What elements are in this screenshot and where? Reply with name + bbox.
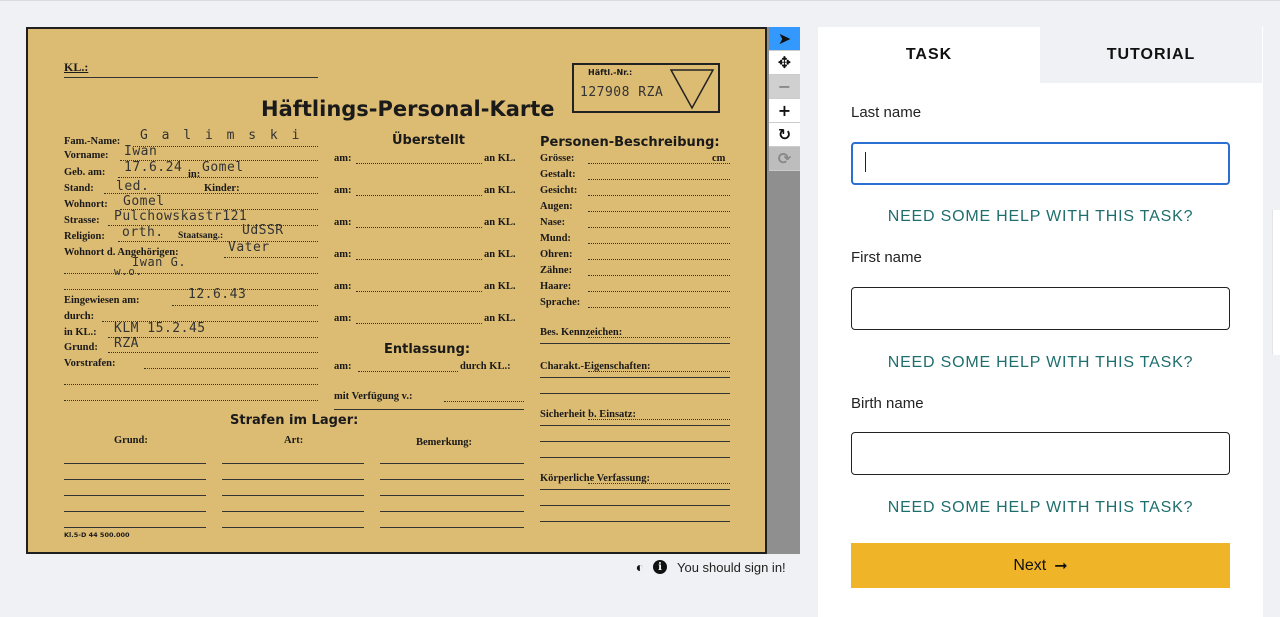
transfer-am-label: am:	[334, 281, 352, 292]
penalty-table-line	[64, 511, 206, 512]
wohnort-angeh-label: Wohnort d. Angehörigen:	[64, 247, 179, 258]
personen-heading: Personen-Beschreibung:	[540, 135, 720, 150]
description-line	[588, 243, 730, 244]
birth-name-input[interactable]	[851, 432, 1230, 475]
prisoner-card-image	[26, 27, 767, 554]
select-tool-icon[interactable]: ➤	[769, 27, 800, 51]
charakt-label: Charakt.-Eigenschaften:	[540, 361, 651, 372]
staatsang-label: Staatsang.:	[178, 231, 224, 241]
strasse-label: Strasse:	[64, 215, 100, 226]
entlassung-am-label: am:	[334, 361, 352, 372]
top-border	[0, 0, 1280, 1]
help-link-first-name[interactable]: NEED SOME HELP WITH THIS TASK?	[887, 354, 1194, 371]
in-kl-label: in KL.:	[64, 327, 97, 338]
in-kl-value: KLM 15.2.45	[114, 321, 206, 336]
angeh-line3: w.o.	[114, 265, 143, 278]
card-title: Häftlings-Personal-Karte	[261, 97, 555, 121]
description-line	[588, 483, 730, 484]
mit-verfuegung-label: mit Verfügung v.:	[334, 391, 413, 402]
sprache-label: Sprache:	[540, 297, 581, 308]
transfer-am-label: am:	[334, 217, 352, 228]
penalty-table-line	[380, 527, 524, 528]
grund-label: Grund:	[64, 342, 98, 353]
geb-value: 17.6.24	[124, 160, 183, 175]
description-line	[540, 377, 730, 378]
penalty-table-line	[222, 511, 364, 512]
help-link-last-name[interactable]: NEED SOME HELP WITH THIS TASK?	[887, 208, 1194, 225]
transfer-line	[356, 227, 482, 228]
cm-unit-label: cm	[712, 153, 726, 164]
ueberstellt-heading: Überstellt	[392, 133, 465, 148]
description-line	[588, 227, 730, 228]
sign-in-notice[interactable]: You should sign in!	[677, 559, 786, 575]
contrast-icon[interactable]: ◐	[635, 559, 645, 575]
ohren-label: Ohren:	[540, 249, 573, 260]
wohnort-label: Wohnort:	[64, 199, 108, 210]
stand-value: led.	[116, 179, 150, 194]
penalty-table-line	[64, 479, 206, 480]
viewer-toolbar	[769, 27, 800, 177]
transfer-an-kl-label: an KL.	[484, 153, 516, 164]
tab-tutorial[interactable]: TUTORIAL	[1040, 27, 1262, 83]
staatsang-value: UdSSR	[242, 223, 284, 238]
description-line	[540, 441, 730, 442]
koerper-label: Körperliche Verfassung:	[540, 473, 650, 484]
vorname-value: Iwan	[124, 144, 158, 159]
description-line	[588, 275, 730, 276]
bes-kennzeichen-label: Bes. Kennzeichen:	[540, 327, 623, 338]
description-line	[588, 307, 730, 308]
prisoner-number-box	[572, 63, 720, 113]
strafen-heading: Strafen im Lager:	[230, 413, 359, 428]
groesse-label: Grösse:	[540, 153, 575, 164]
penalty-table-line	[222, 479, 364, 480]
move-tool-icon[interactable]: ✥	[769, 51, 800, 75]
transfer-an-kl-label: an KL.	[484, 185, 516, 196]
penalty-table-line	[222, 527, 364, 528]
description-line	[540, 489, 730, 490]
transfer-an-kl-label: an KL.	[484, 313, 516, 324]
zaehne-label: Zähne:	[540, 265, 573, 276]
description-line	[588, 211, 730, 212]
vorstrafen-label: Vorstrafen:	[64, 358, 116, 369]
penalty-table-line	[380, 495, 524, 496]
reset-view-icon[interactable]: ⟳	[769, 147, 800, 171]
mund-label: Mund:	[540, 233, 571, 244]
description-line	[540, 505, 730, 506]
description-line	[588, 371, 730, 372]
viewer-footer	[633, 558, 786, 576]
rotate-icon[interactable]: ↻	[769, 123, 800, 147]
first-name-input[interactable]	[851, 287, 1230, 330]
eingewiesen-label: Eingewiesen am:	[64, 295, 140, 306]
transfer-line	[356, 323, 482, 324]
strasse-value: Pulchowskastr121	[114, 209, 248, 224]
geb-label: Geb. am:	[64, 167, 106, 178]
gestalt-label: Gestalt:	[540, 169, 576, 180]
stand-label: Stand:	[64, 183, 94, 194]
transfer-am-label: am:	[334, 185, 352, 196]
grund-value: RZA	[114, 336, 139, 351]
religion-value: orth.	[122, 225, 164, 240]
zoom-in-icon[interactable]: +	[769, 99, 800, 123]
wohnort-value: Gomel	[123, 194, 165, 209]
fam-name-label: Fam.-Name:	[64, 136, 121, 147]
transfer-line	[356, 259, 482, 260]
haeftl-nr-label: Häftl.-Nr.:	[588, 68, 633, 77]
eingewiesen-value: 12.6.43	[188, 287, 247, 302]
first-name-label: First name	[851, 249, 922, 266]
transfer-am-label: am:	[334, 153, 352, 164]
card-footer-code: Kl.5-D 44 500.000	[64, 531, 130, 539]
description-line	[540, 393, 730, 394]
description-line	[540, 425, 730, 426]
description-line	[540, 343, 730, 344]
transfer-line	[356, 195, 482, 196]
description-line	[588, 163, 730, 164]
description-line	[588, 419, 730, 420]
entlassung-heading: Entlassung:	[384, 342, 471, 357]
wohnort-angeh-value: Vater	[228, 240, 270, 255]
next-button[interactable]	[851, 543, 1230, 588]
fam-name-value: G a l i m s k i	[140, 128, 303, 143]
transfer-line	[356, 163, 482, 164]
in-label: in:	[188, 169, 201, 180]
zoom-out-icon[interactable]: −	[769, 75, 800, 99]
vorname-label: Vorname:	[64, 150, 109, 161]
penalty-table-line	[64, 527, 206, 528]
description-line	[588, 337, 730, 338]
description-line	[588, 179, 730, 180]
kinder-label: Kinder:	[204, 183, 240, 194]
penalty-table-line	[380, 479, 524, 480]
penalty-table-line	[380, 511, 524, 512]
next-button-label: Next	[1013, 556, 1047, 574]
triangle-badge-icon	[669, 68, 715, 110]
art-column-header: Art:	[284, 435, 304, 446]
task-panel	[818, 27, 1263, 617]
transfer-am-label: am:	[334, 249, 352, 260]
panel-tabs	[818, 27, 1263, 83]
penalty-table-line	[380, 463, 524, 464]
help-link-birth-name[interactable]: NEED SOME HELP WITH THIS TASK?	[887, 499, 1194, 516]
augen-label: Augen:	[540, 201, 573, 212]
durch-label: durch:	[64, 311, 95, 322]
penalty-table-line	[222, 463, 364, 464]
haare-label: Haare:	[540, 281, 572, 292]
bemerkung-column-header: Bemerkung:	[416, 437, 472, 448]
penalty-table-line	[222, 495, 364, 496]
image-viewer[interactable]	[26, 27, 800, 554]
durch-kl-label: durch KL.:	[460, 361, 511, 372]
in-value: Gomel	[202, 160, 244, 175]
side-drawer-edge	[1272, 210, 1280, 355]
transfer-an-kl-label: an KL.	[484, 249, 516, 260]
transfer-line	[356, 291, 482, 292]
sicherheit-label: Sicherheit b. Einsatz:	[540, 409, 636, 420]
arrow-right-icon: ➞	[1054, 556, 1068, 575]
description-line	[588, 195, 730, 196]
penalty-table-line	[64, 463, 206, 464]
grund-column-header: Grund:	[114, 435, 148, 446]
text-cursor	[865, 152, 866, 172]
haeftl-nr-value: 127908 RZA	[580, 85, 664, 100]
kl-label: KL.:	[64, 60, 89, 74]
birth-name-label: Birth name	[851, 395, 924, 412]
info-icon[interactable]: i	[653, 560, 667, 574]
description-line	[588, 291, 730, 292]
description-line	[588, 259, 730, 260]
last-name-input[interactable]	[851, 142, 1230, 185]
transfer-an-kl-label: an KL.	[484, 217, 516, 228]
penalty-table-line	[64, 495, 206, 496]
gesicht-label: Gesicht:	[540, 185, 578, 196]
transfer-an-kl-label: an KL.	[484, 281, 516, 292]
description-line	[540, 457, 730, 458]
tab-task[interactable]: TASK	[818, 27, 1040, 83]
nase-label: Nase:	[540, 217, 566, 228]
angeh-line2: Iwan G.	[132, 255, 187, 269]
description-line	[540, 521, 730, 522]
last-name-label: Last name	[851, 104, 922, 121]
transfer-am-label: am:	[334, 313, 352, 324]
religion-label: Religion:	[64, 231, 105, 242]
